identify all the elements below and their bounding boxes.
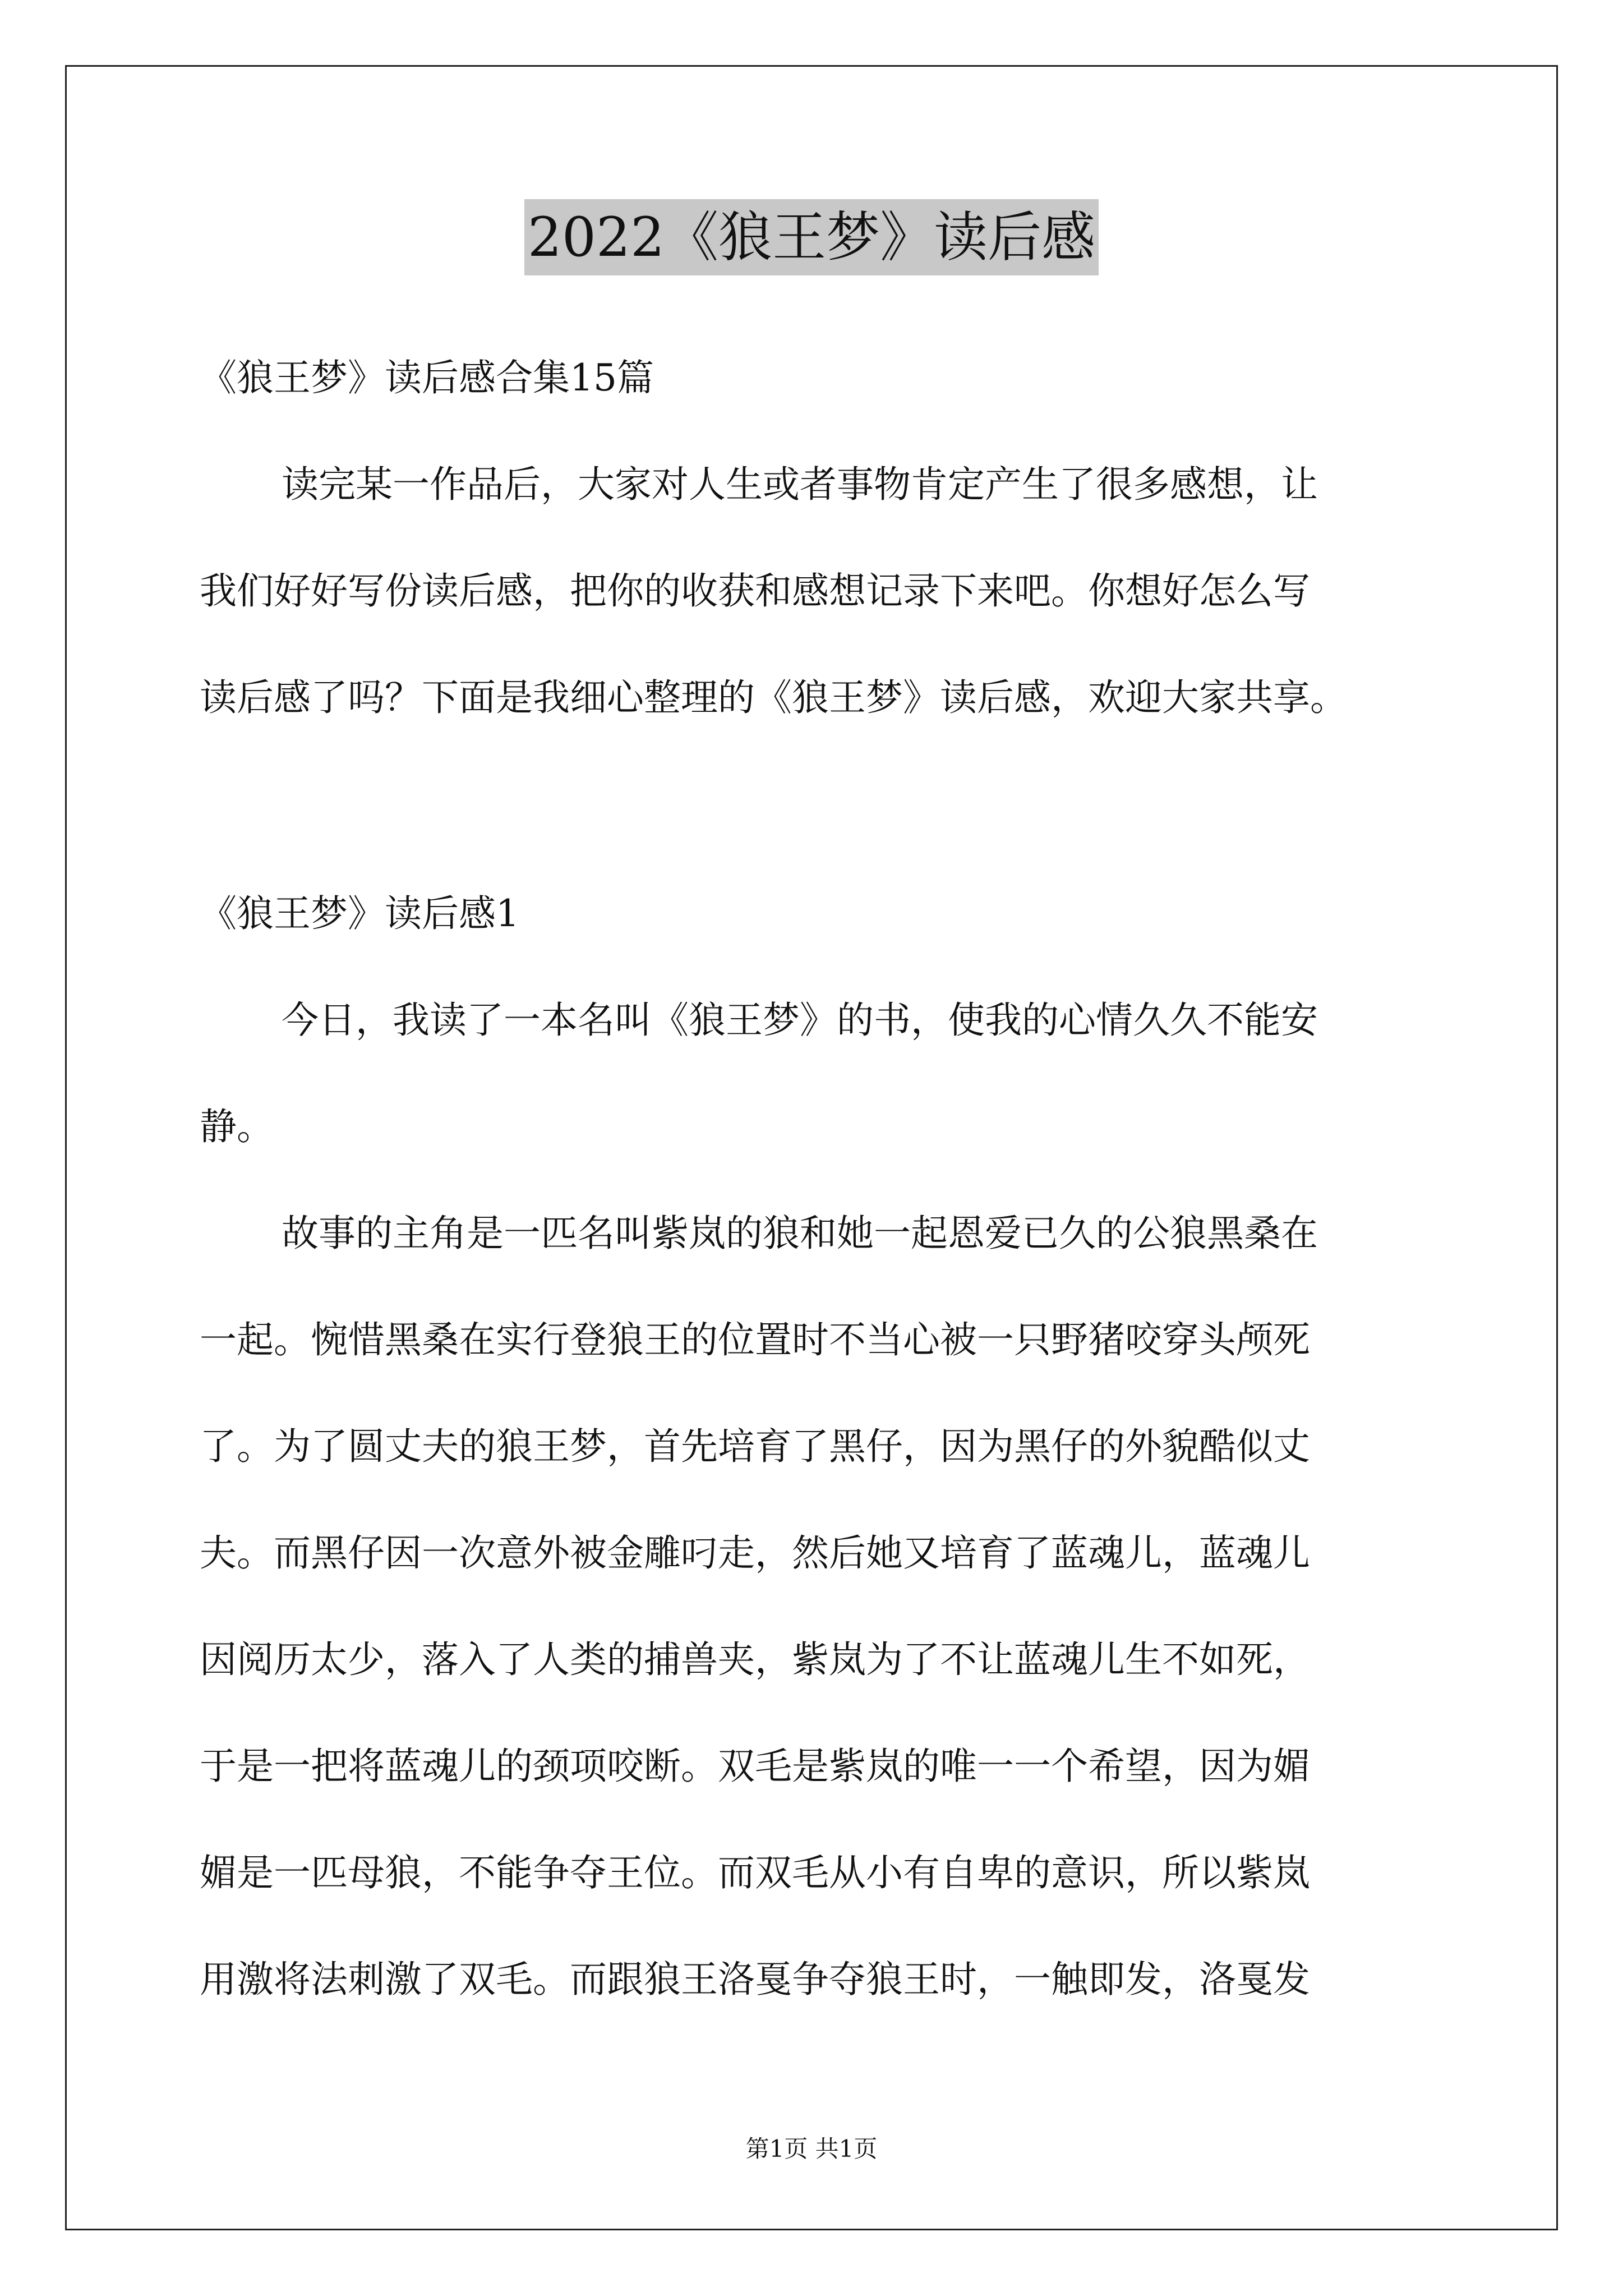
para2-line-6: 于是一把将蓝魂儿的颈项咬断。双毛是紫岚的唯一一个希望，因为媚 [200,1745,1310,1788]
intro-line-2: 我们好好写份读后感，把你的收获和感想记录下来吧。你想好怎么写 [200,569,1310,613]
para2-line-7: 媚是一匹母狼，不能争夺王位。而双毛从小有自卑的意识，所以紫岚 [200,1851,1310,1894]
para1-line-2: 静。 [200,1105,274,1148]
title-container [0,199,1623,275]
para2-line-1: 故事的主角是一匹名叫紫岚的狼和她一起恩爱已久的公狼黑桑在 [282,1212,1318,1255]
para2-line-2: 一起。惋惜黑桑在实行登狼王的位置时不当心被一只野猪咬穿头颅死 [200,1318,1310,1361]
para2-line-4: 夫。而黑仔因一次意外被金雕叼走，然后她又培育了蓝魂儿，蓝魂儿 [200,1531,1310,1575]
para1-line-1: 今日，我读了一本名叫《狼王梦》的书，使我的心情久久不能安 [282,999,1318,1042]
para2-line-8: 用激将法刺激了双毛。而跟狼王洛戛争夺狼王时，一触即发，洛戛发 [200,1958,1310,2001]
para2-line-5: 因阅历太少，落入了人类的捕兽夹，紫岚为了不让蓝魂儿生不如死， [200,1638,1310,1681]
para2-line-3: 了。为了圆丈夫的狼王梦，首先培育了黑仔，因为黑仔的外貌酷似丈 [200,1425,1310,1468]
page-footer: 第1页 共1页 [745,2135,878,2162]
document-title: 2022《狼王梦》读后感 [524,199,1099,275]
intro-line-3: 读后感了吗？下面是我细心整理的《狼王梦》读后感，欢迎大家共享。 [200,676,1347,719]
document-subtitle: 《狼王梦》读后感合集15篇 [200,356,654,399]
section-heading: 《狼王梦》读后感1 [200,892,519,935]
intro-line-1: 读完某一作品后，大家对人生或者事物肯定产生了很多感想，让 [282,463,1318,506]
